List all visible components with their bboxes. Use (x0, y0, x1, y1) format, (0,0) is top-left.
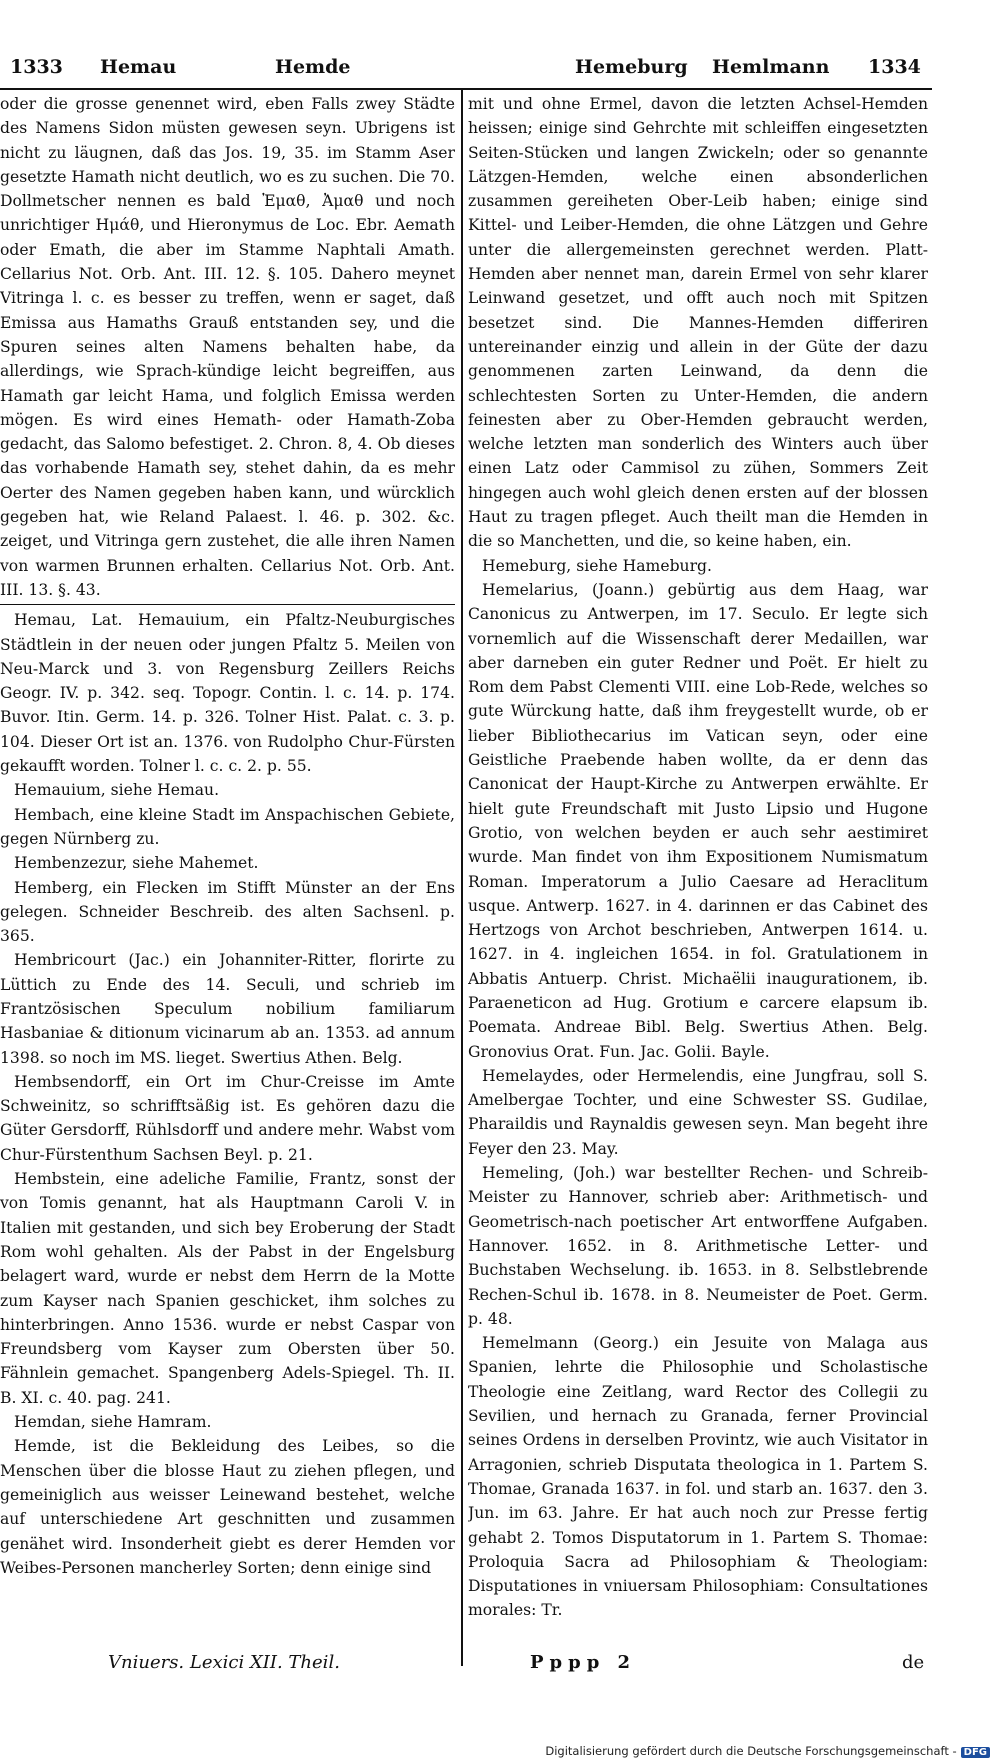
entry-hemberg: Hemberg, ein Flecken im Stifft Münster an der Ens gelegen. Schneider Beschreib. des alten Sachsenl. p. 365. (0, 878, 455, 946)
right-column (468, 92, 928, 1664)
header-rule (0, 88, 932, 90)
entry-hemde: Hemde, ist die Bekleidung des Leibes, so die Menschen über die blosse Haut zu ziehen pflegen, und gemeiniglich aus weisser Leinewand bestehet, welche auf unterschiedene Art geschnitten und zusammen genähet wird. Insonderheit giebt es derer Hemden vor Weibes-Personen mancherley Sorten; denn einige sind (0, 1437, 455, 1577)
right-header-word-1: Hemeburg (575, 56, 688, 78)
dfg-logo: DFG (961, 1747, 990, 1758)
entry-hembach: Hembach, eine kleine Stadt im Anspachischen Gebiete, gegen Nürnberg zu. (0, 805, 455, 848)
credit-text: Digitalisierung gefördert durch die Deutsche Forschungsgemeinschaft - (545, 1744, 957, 1758)
entry-hembstein: Hembstein, eine adeliche Familie, Frantz, sonst der von Tomis genannt, hat als Hauptmann Caroli V. in Italien mit gestanden, und sich bey Eroberung der Stadt Rom wohl gehalten. Als der Pabst in der Engelsburg belagert ward, wurde er nebst dem Herrn de la Motte zum Kayser nach Spanien geschicket, ihm solches zu hinterbringen. Anno 1536. wurde er nebst Caspar von Freundsberg vom Kayser zum Obersten über 50. Fähnlein gemachet. Spangenberg Adels-Spiegel. Th. II. B. XI. c. 40. pag. 241. (0, 1170, 455, 1407)
entry-hemde-cont: mit und ohne Ermel, davon die letzten Achsel-Hemden heissen; einige sind Gehrchte mit schleiffen eingesetzten Seiten-Stücken und langen Zwickeln; oder so genannte Lätzgen-Hemden, welche einen absonderlichen zusammen gereiheten Ober-Leib haben; einige sind Kittel- und Leiber-Hemden, die ohne Lätzgen und Gehre unter die allergemeinsten gerechnet werden. Platt-Hemden aber nennet man, darein Ermel von sehr klarer Leinwand gesetzet, und offt auch noch mit Spitzen besetzet sind. Die Mannes-Hemden differiren untereinander einzig und allein in der Güte der dazu genommenen zarten Leinwand, da denn die schlechtesten Sorten zu Unter-Hemden, die andern feinesten aber zu Ober-Hemden gebraucht werden, welche letzten man sonderlich des Winters auch über einen Latz oder Cammisol zu zühen, Sommers Zeit hingegen auch wohl gleich denen ersten auf der blossen Haut zu tragen pfleget. Auch theilt man die Hemden in die so Manchetten, und die, so keine haben, ein. (468, 95, 928, 551)
left-header-word-1: Hemau (100, 56, 177, 78)
entry-hemdan: Hemdan, siehe Hamram. (14, 1413, 212, 1432)
running-header (0, 56, 935, 84)
signature-mark: Pppp 2 (530, 1652, 637, 1673)
entry-hembsendorff: Hembsendorff, ein Ort im Chur-Creisse im Amte Schweinitz, so schrifftsäßig ist. Es gehören dazu die Güter Gersdorff, Rühlsdorff und andere mehr. Wabst vom Chur-Fürstenthum Sachsen Beyl. p. 21. (0, 1072, 455, 1164)
column-divider (461, 88, 463, 1666)
volume-footer: Vniuers. Lexici XII. Theil. (108, 1652, 340, 1673)
entry-hemeburg: Hemeburg, siehe Hameburg. (482, 556, 712, 575)
entry-hembenzezur: Hembenzezur, siehe Mahemet. (14, 854, 259, 873)
entry-hemelaydes: Hemelaydes, oder Hermelendis, eine Jungfrau, soll S. Amelbergae Tochter, und eine Schwester SS. Gudilae, Pharaildis und Raynaldis gewesen seyn. Man begeht ihre Feyer den 23. May. (468, 1066, 928, 1158)
left-header-word-2: Hemde (275, 56, 351, 78)
entry-hamath-cont: oder die grosse genennet wird, eben Falls zwey Städte des Namens Sidon müsten gewesen seyn. Ubrigens ist nicht zu läugnen, daß das Jos. 19, 35. im Stamm Aser gesetzte Hamath nicht deutlich, wo es zu suchen. Die 70. Dollmetscher nennen es bald Ἐμαθ, Ἀμαθ und noch unrichtiger Ημάθ, und Hieronymus de Loc. Ebr. Aemath oder Emath, die aber im Stamme Naphtali Amath. Cellarius Not. Orb. Ant. III. 12. §. 105. Dahero meynet Vitringa l. c. es besser zu treffen, wenn er saget, daß Emissa aus Hamaths Grauß entstanden sey, und die Spuren seines alten Namens behalten habe, da allerdings, wie Sprach-kündige leicht begreiffen, aus Hamath gar leicht Hama, und folglich Emissa werden mögen. Es wird eines Hemath- oder Hamath-Zoba gedacht, das Salomo befestiget. 2. Chron. 8, 4. Ob dieses das vorhabende Hamath sey, stehet dahin, da es mehr Oerter des Namen gegeben haben kann, und würcklich gegeben hat, wie Reland Palaest. l. 46. p. 302. &c. zeiget, und Vitringa gern zustehet, die alle ihren Namen von warmen Brunnen erhalten. Cellarius Not. Orb. Ant. III. 13. §. 43. (0, 95, 455, 599)
entry-hemelarius: Hemelarius, (Joann.) gebürtig aus dem Haag, war Canonicus zu Antwerpen, im 17. Seculo. Er legte sich vornemlich auf die Wissenschaft derer Medaillen, war aber darneben ein guter Redner und Poët. Er hielt zu Rom dem Pabst Clementi VIII. eine Lob-Rede, welches so gute Würckung hatte, daß ihm freygestellt wurde, ob er lieber Bibliothecarius im Vatican seyn, oder eine Geistliche Praebende haben wollte, da er denn das Canonicat der Haupt-Kirche zu Antwerpen erwählte. Er hielt gute Freundschaft mit Justo Lipsio und Hugone Grotio, von welchen beyden er auch sehr aestimiret wurde. Man findet von ihm Expositionem Numismatum Roman. Imperatorum a Julio Caesare ad Heraclitum usque. Antwerp. 1627. in 4. darinnen er das Cabinet des Hertzogs von Archot beschrieben, Antwerpen 1614. u. 1627. in 4. ingleichen 1654. in fol. Gratulationem in Abbatis Antuerp. Christ. Michaëlii inaugurationem, ib. Paraeneticon ad Hug. Grotium e carcere elapsum ib. Poemata. Andreae Bibl. Belg. Swertius Athen. Belg. Gronovius Orat. Fun. Jac. Golii. Bayle. (468, 580, 928, 1061)
right-page-number: 1334 (868, 56, 921, 78)
entry-hemeling: Hemeling, (Joh.) war bestellter Rechen- und Schreib-Meister zu Hannover, schrieb aber: Arithmetisch- und Geometrisch-nach poetischer Art entworffene Aufgaben. Hannover. 1652. in 8. Arithmetische Letter- und Buchstaben Wechselung. ib. 1653. in 8. Selbstlebrende Rechen-Schul ib. 1678. in 8. Neumeister de Poet. Germ. p. 48. (468, 1164, 928, 1328)
left-column (0, 92, 455, 1664)
catchword: de (902, 1652, 925, 1673)
entry-separator (0, 604, 455, 605)
digitization-credit (545, 1744, 990, 1760)
entry-hemau: Hemau, Lat. Hemauium, ein Pfaltz-Neuburgisches Städtlein in der neuen oder jungen Pfaltz 5. Meilen von Neu-Marck und 3. von Regensburg Zeillers Reichs Geogr. IV. p. 342. seq. Topogr. Contin. l. c. 14. p. 174. Buvor. Itin. Germ. 14. p. 326. Tolner Hist. Palat. c. 3. p. 104. Dieser Ort ist an. 1376. von Rudolpho Chur-Fürsten gekaufft worden. Tolner l. c. c. 2. p. 55. (0, 611, 455, 776)
left-page-number: 1333 (10, 56, 63, 78)
entry-hembricourt: Hembricourt (Jac.) ein Johanniter-Ritter, florirte zu Lüttich zu Ende des 14. Seculi, und schrieb im Frantzösischen Speculum nobilium familiarum Hasbaniae & ditionum vicinarum ab an. 1353. ad annum 1398. so noch im MS. lieget. Swertius Athen. Belg. (0, 951, 455, 1067)
entry-hemelmann: Hemelmann (Georg.) ein Jesuite von Malaga aus Spanien, lehrte die Philosophie und Scholastische Theologie eine Zeitlang, ward Rector des Collegii zu Sevilien, und hernach zu Granada, ferner Provincial seines Ordens in derselben Provintz, wie auch Visitator in Arragonien, schrieb Disputata theologica in 1. Partem S. Thomae, Granada 1637. in fol. und starb an. 1637. den 3. Jun. im 63. Jahre. Er hat auch noch zur Presse fertig gehabt 2. Tomos Disputatorum in 1. Partem S. Thomae: Proloquia Sacra ad Philosophiam & Theologiam: Disputationes in vniuersam Philosophiam: Consultationes morales: Tr. (468, 1334, 928, 1620)
entry-hemauium: Hemauium, siehe Hemau. (14, 781, 220, 800)
right-header-word-2: Hemlmann (712, 56, 830, 78)
